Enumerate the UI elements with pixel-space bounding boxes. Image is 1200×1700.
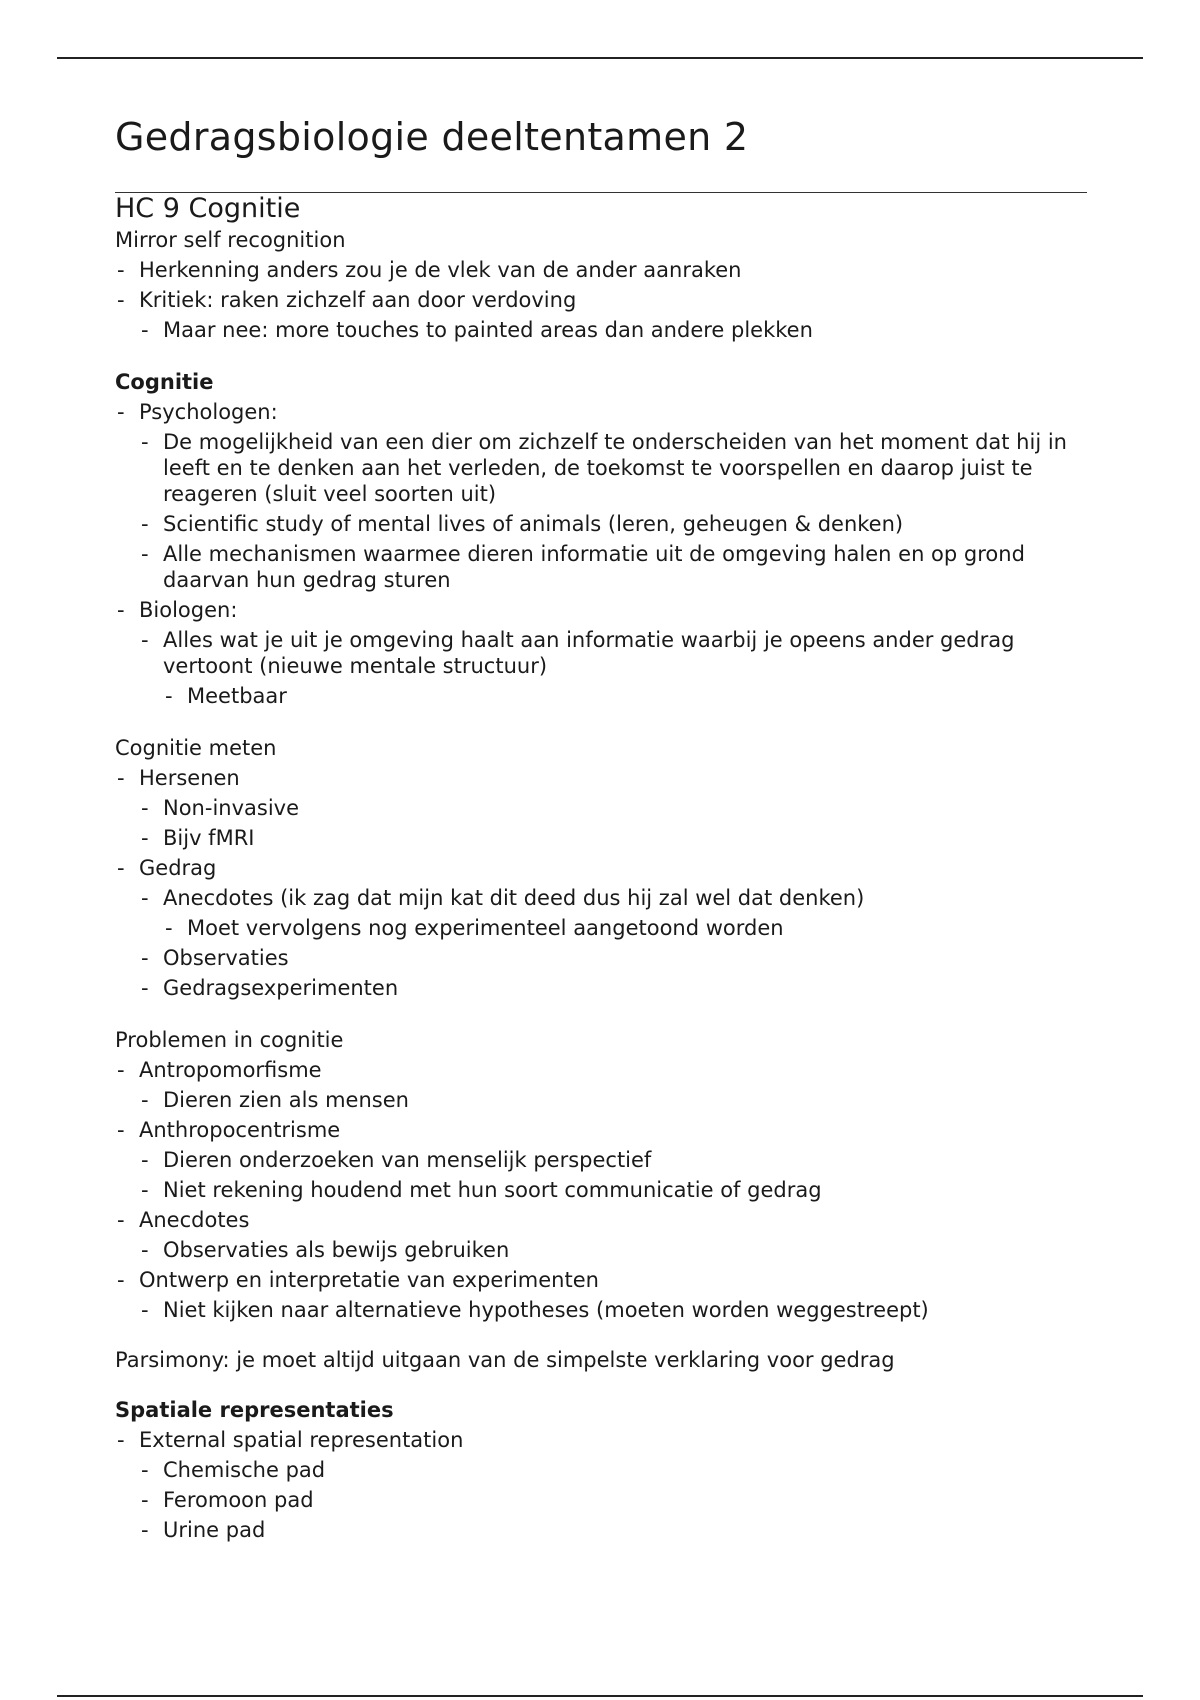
list-item: - Niet kijken naar alternatieve hypotheses (moeten worden weggestreept) bbox=[139, 1295, 1087, 1325]
list-item: - External spatial representation - Chemische pad - Feromoon pad - Urine pad bbox=[115, 1425, 1087, 1545]
cognitie-heading: Cognitie bbox=[115, 370, 214, 394]
list-item: - Anthropocentrisme - Dieren onderzoeken van menselijk perspectief - Niet rekening houdend met hun soort communicatie of gedrag bbox=[115, 1115, 1087, 1205]
list-item: - Alles wat je uit je omgeving haalt aan informatie waarbij je opeens ander gedrag vertoont (nieuwe mentale structuur) - Meetbaar bbox=[139, 625, 1087, 711]
parsimony-line: Parsimony: je moet altijd uitgaan van de simpelste verklaring voor gedrag bbox=[115, 1348, 895, 1372]
list-item: - Niet rekening houdend met hun soort communicatie of gedrag bbox=[139, 1175, 1087, 1205]
list-item: - Antropomorfisme - Dieren zien als mensen bbox=[115, 1055, 1087, 1115]
list-item: - Maar nee: more touches to painted areas dan andere plekken bbox=[139, 315, 1087, 345]
mirror-block bbox=[115, 225, 1087, 345]
spatiaal-list bbox=[115, 1425, 1087, 1545]
mirror-list bbox=[115, 255, 1087, 345]
problemen-heading: Problemen in cognitie bbox=[115, 1028, 344, 1052]
page-top-rule bbox=[57, 57, 1143, 59]
list-item: - Bijv fMRI bbox=[139, 823, 1087, 853]
document-title: Gedragsbiologie deeltentamen 2 bbox=[115, 115, 749, 159]
spatiaal-heading: Spatiale representaties bbox=[115, 1398, 394, 1422]
list-item: - Feromoon pad bbox=[139, 1485, 1087, 1515]
page-bottom-rule bbox=[57, 1695, 1143, 1697]
list-item: - Herkenning anders zou je de vlek van de ander aanraken bbox=[115, 255, 1087, 285]
list-item: - De mogelijkheid van een dier om zichzelf te onderscheiden van het moment dat hij in leeft en te denken aan het verleden, de toekomst te voorspellen en daarop juist te reageren (sluit veel soorten uit) bbox=[139, 427, 1087, 509]
list-item: - Scientific study of mental lives of animals (leren, geheugen & denken) bbox=[139, 509, 1087, 539]
list-item: - Kritiek: raken zichzelf aan door verdoving - Maar nee: more touches to painted areas dan andere plekken bbox=[115, 285, 1087, 345]
section-heading: HC 9 Cognitie bbox=[115, 192, 1087, 225]
problemen-block bbox=[115, 1025, 1087, 1325]
spatiaal-block bbox=[115, 1395, 1087, 1545]
document-body bbox=[115, 112, 1087, 1545]
list-item: - Meetbaar bbox=[163, 681, 1087, 711]
list-item: - Moet vervolgens nog experimenteel aangetoond worden bbox=[163, 913, 1087, 943]
mirror-heading: Mirror self recognition bbox=[115, 228, 346, 252]
list-item: - Non-invasive bbox=[139, 793, 1087, 823]
list-item: - Urine pad bbox=[139, 1515, 1087, 1545]
meten-block bbox=[115, 733, 1087, 1003]
list-item: - Hersenen - Non-invasive - Bijv fMRI bbox=[115, 763, 1087, 853]
list-item: - Dieren zien als mensen bbox=[139, 1085, 1087, 1115]
list-item: - Observaties als bewijs gebruiken bbox=[139, 1235, 1087, 1265]
list-item: - Alle mechanismen waarmee dieren informatie uit de omgeving halen en op grond daarvan hun gedrag sturen bbox=[139, 539, 1087, 595]
list-item: - Anecdotes (ik zag dat mijn kat dit deed dus hij zal wel dat denken) - Moet vervolgens nog experimenteel aangetoond worden bbox=[139, 883, 1087, 943]
meten-heading: Cognitie meten bbox=[115, 736, 277, 760]
list-item: - Observaties bbox=[139, 943, 1087, 973]
list-item: - Gedragsexperimenten bbox=[139, 973, 1087, 1003]
list-item: - Dieren onderzoeken van menselijk perspectief bbox=[139, 1145, 1087, 1175]
list-item: - Ontwerp en interpretatie van experimenten - Niet kijken naar alternatieve hypotheses (moeten worden weggestreept) bbox=[115, 1265, 1087, 1325]
cognitie-block bbox=[115, 367, 1087, 711]
list-item: - Psychologen: - De mogelijkheid van een dier om zichzelf te onderscheiden van het moment dat hij in leeft en te denken aan het verleden, de toekomst te voorspellen en daarop juist te reageren (sluit veel soorten uit) - Scientific study of mental lives of animals (leren, geheugen & denken) - Alle mechanismen waarmee dieren informatie uit de omgeving halen en op grond daarvan hun gedrag sturen bbox=[115, 397, 1087, 595]
list-item: - Biologen: - Alles wat je uit je omgeving haalt aan informatie waarbij je opeens ander gedrag vertoont (nieuwe mentale structuur) - Meetbaar bbox=[115, 595, 1087, 711]
parsimony-block bbox=[115, 1345, 1087, 1375]
list-item: - Chemische pad bbox=[139, 1455, 1087, 1485]
list-item: - Anecdotes - Observaties als bewijs gebruiken bbox=[115, 1205, 1087, 1265]
meten-list bbox=[115, 763, 1087, 1003]
list-item: - Gedrag - Anecdotes (ik zag dat mijn kat dit deed dus hij zal wel dat denken) - Moet vervolgens nog experimenteel aangetoond worden - Observaties - Gedragsexperimenten bbox=[115, 853, 1087, 1003]
cognitie-list bbox=[115, 397, 1087, 711]
problemen-list bbox=[115, 1055, 1087, 1325]
